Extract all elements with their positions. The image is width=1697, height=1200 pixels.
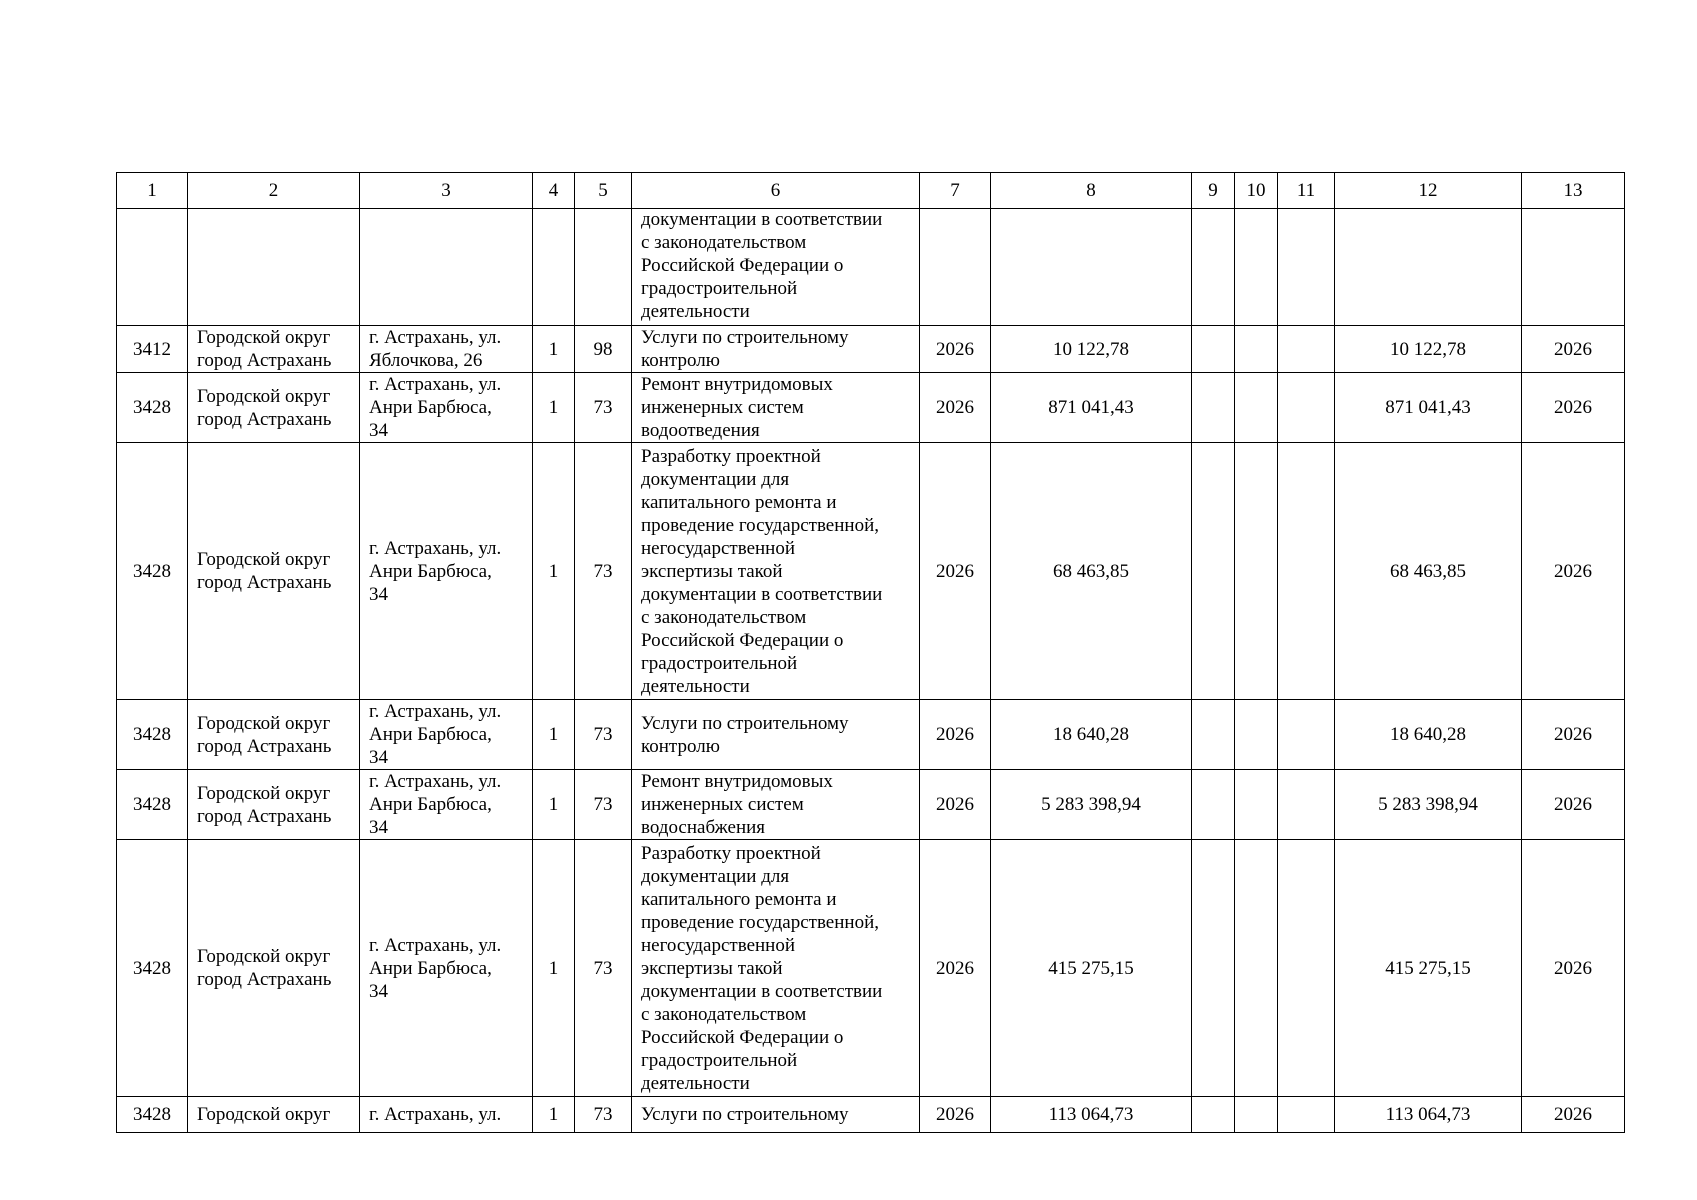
col11-cell (1278, 770, 1335, 840)
completion-year-text: 2026 (1554, 957, 1592, 979)
amount-total-text: 5 283 398,94 (1378, 794, 1478, 815)
year-text: 2026 (936, 560, 974, 582)
amount-text: 113 064,73 (1048, 1104, 1134, 1125)
column-header-1: 1 (117, 173, 188, 209)
year-text: 2026 (936, 957, 974, 979)
col5-cell (575, 373, 632, 443)
municipality-text: Городской округ город Астрахань (197, 385, 332, 430)
amount-text: 5 283 398,94 (1041, 794, 1141, 815)
col9-cell (1192, 443, 1235, 700)
municipality-cell (188, 700, 360, 770)
col9-cell (1192, 770, 1235, 840)
col4-text: 1 (548, 397, 559, 418)
col4-text: 1 (548, 724, 559, 745)
address-text: г. Астрахань, ул. Анри Барбюса, 34 (369, 374, 502, 441)
row-number-cell (117, 700, 188, 770)
work-description-cell (632, 209, 920, 326)
completion-year-text: 2026 (1554, 338, 1592, 360)
address-cell (360, 770, 533, 840)
row-number-cell (117, 1097, 188, 1133)
column-header-12: 12 (1335, 173, 1522, 209)
municipality-cell (188, 770, 360, 840)
row-number-cell (117, 373, 188, 443)
col10-cell (1235, 326, 1278, 373)
work-description-cell (632, 443, 920, 700)
col10-cell (1235, 373, 1278, 443)
column-header-5: 5 (575, 173, 632, 209)
col11-cell (1278, 443, 1335, 700)
col11-cell (1278, 1097, 1335, 1133)
amount-total-cell (1335, 700, 1522, 770)
col5-text: 73 (593, 397, 613, 418)
work-description-text: Услуги по строительному контролю (641, 712, 849, 757)
column-header-7: 7 (920, 173, 991, 209)
col4-text: 1 (548, 560, 559, 582)
completion-year-text: 2026 (1554, 560, 1592, 582)
col5-cell (575, 326, 632, 373)
empty-cell (1192, 209, 1235, 326)
municipality-cell (188, 373, 360, 443)
empty-cell (117, 209, 188, 326)
row-number-text: 3428 (133, 794, 171, 815)
address-text: г. Астрахань, ул. Анри Барбюса, 34 (369, 934, 502, 1002)
address-text: г. Астрахань, ул. Анри Барбюса, 34 (369, 701, 502, 768)
municipality-cell (188, 840, 360, 1097)
empty-cell (1235, 209, 1278, 326)
col10-cell (1235, 700, 1278, 770)
address-cell (360, 443, 533, 700)
year-text: 2026 (936, 1104, 974, 1125)
year-cell (920, 443, 991, 700)
col9-cell (1192, 326, 1235, 373)
year-cell (920, 373, 991, 443)
table-row (117, 373, 1625, 443)
completion-year-cell (1522, 770, 1625, 840)
amount-total-cell (1335, 770, 1522, 840)
work-description-cell (632, 1097, 920, 1133)
work-description-text: Ремонт внутридомовых инженерных систем водоотведения (641, 374, 833, 441)
address-text: г. Астрахань, ул. Анри Барбюса, 34 (369, 771, 502, 838)
column-header-11: 11 (1278, 173, 1335, 209)
amount-total-text: 871 041,43 (1385, 397, 1471, 418)
work-description-cell (632, 700, 920, 770)
col11-cell (1278, 840, 1335, 1097)
col4-cell (533, 770, 575, 840)
col9-cell (1192, 840, 1235, 1097)
amount-text: 18 640,28 (1053, 724, 1129, 745)
table-row (117, 1097, 1625, 1133)
empty-cell (360, 209, 533, 326)
amount-cell (991, 443, 1192, 700)
address-cell (360, 373, 533, 443)
col5-cell (575, 1097, 632, 1133)
empty-cell (991, 209, 1192, 326)
col4-text: 1 (548, 1104, 559, 1125)
col4-cell (533, 373, 575, 443)
row-number-text: 3428 (133, 957, 171, 979)
municipality-text: Городской округ город Астрахань (197, 946, 332, 990)
year-cell (920, 770, 991, 840)
amount-total-cell (1335, 840, 1522, 1097)
completion-year-cell (1522, 1097, 1625, 1133)
col5-text: 98 (593, 338, 613, 360)
column-header-9: 9 (1192, 173, 1235, 209)
col4-cell (533, 326, 575, 373)
col5-text: 73 (593, 724, 613, 745)
row-number-text: 3428 (133, 560, 171, 582)
row-number-cell (117, 770, 188, 840)
col5-cell (575, 840, 632, 1097)
amount-text: 871 041,43 (1048, 397, 1134, 418)
work-description-cell (632, 770, 920, 840)
address-text: г. Астрахань, ул. Яблочкова, 26 (369, 327, 502, 371)
amount-cell (991, 326, 1192, 373)
address-cell (360, 700, 533, 770)
col4-cell (533, 700, 575, 770)
column-header-10: 10 (1235, 173, 1278, 209)
col10-cell (1235, 443, 1278, 700)
col10-cell (1235, 1097, 1278, 1133)
amount-total-cell (1335, 443, 1522, 700)
col4-cell (533, 840, 575, 1097)
completion-year-text: 2026 (1554, 397, 1592, 418)
municipality-text: Городской округ город Астрахань (197, 549, 332, 593)
empty-cell (575, 209, 632, 326)
amount-total-text: 113 064,73 (1385, 1104, 1471, 1125)
empty-cell (1335, 209, 1522, 326)
column-header-2: 2 (188, 173, 360, 209)
year-text: 2026 (936, 794, 974, 815)
col4-text: 1 (548, 338, 559, 360)
municipality-cell (188, 326, 360, 373)
work-description-text: Разработку проектной документации для капитального ремонта и проведение государственной, негосударственной экспертизы такой документации в соответствии с законодательством Российской Федерации о градостроительной деятельности (641, 842, 883, 1094)
year-cell (920, 1097, 991, 1133)
amount-cell (991, 700, 1192, 770)
col10-cell (1235, 840, 1278, 1097)
table-row (117, 326, 1625, 373)
table-row (117, 700, 1625, 770)
column-header-4: 4 (533, 173, 575, 209)
table-row (117, 840, 1625, 1097)
address-text: г. Астрахань, ул. Анри Барбюса, 34 (369, 537, 502, 605)
row-number-text: 3428 (133, 1104, 171, 1125)
address-cell (360, 840, 533, 1097)
year-cell (920, 326, 991, 373)
work-description-cell (632, 840, 920, 1097)
municipality-text: Городской округ (197, 1104, 331, 1125)
address-cell (360, 1097, 533, 1133)
amount-text: 415 275,15 (1048, 957, 1134, 979)
work-description-text: документации в соответствии с законодательством Российской Федерации о градостроительной деятельности (641, 208, 883, 322)
col9-cell (1192, 1097, 1235, 1133)
completion-year-text: 2026 (1554, 794, 1592, 815)
work-description-text: Разработку проектной документации для капитального ремонта и проведение государственной, негосударственной экспертизы такой документации в соответствии с законодательством Российской Федерации о градостроительной деятельности (641, 445, 883, 697)
column-header-8: 8 (991, 173, 1192, 209)
address-text: г. Астрахань, ул. (369, 1104, 502, 1125)
amount-text: 68 463,85 (1053, 560, 1129, 582)
year-cell (920, 840, 991, 1097)
empty-cell (920, 209, 991, 326)
completion-year-cell (1522, 443, 1625, 700)
amount-total-cell (1335, 1097, 1522, 1133)
col11-cell (1278, 326, 1335, 373)
year-text: 2026 (936, 397, 974, 418)
completion-year-text: 2026 (1554, 724, 1592, 745)
municipality-text: Городской округ город Астрахань (197, 782, 332, 827)
col5-cell (575, 700, 632, 770)
col4-cell (533, 443, 575, 700)
municipality-cell (188, 443, 360, 700)
row-number-text: 3428 (133, 724, 171, 745)
col5-text: 73 (593, 1104, 613, 1125)
col5-cell (575, 770, 632, 840)
amount-total-text: 415 275,15 (1385, 957, 1471, 979)
completion-year-cell (1522, 700, 1625, 770)
empty-cell (1278, 209, 1335, 326)
empty-cell (533, 209, 575, 326)
data-table (116, 172, 1625, 1133)
municipality-cell (188, 1097, 360, 1133)
continuation-row (117, 209, 1625, 326)
col5-text: 73 (593, 957, 613, 979)
amount-total-text: 10 122,78 (1390, 338, 1466, 360)
col5-cell (575, 443, 632, 700)
amount-total-cell (1335, 373, 1522, 443)
col5-text: 73 (593, 794, 613, 815)
work-description-text: Услуги по строительному контролю (641, 327, 849, 371)
row-number-cell (117, 443, 188, 700)
col11-cell (1278, 373, 1335, 443)
work-description-text: Ремонт внутридомовых инженерных систем водоснабжения (641, 771, 833, 838)
header-row (117, 173, 1625, 209)
year-text: 2026 (936, 338, 974, 360)
completion-year-cell (1522, 373, 1625, 443)
amount-total-text: 18 640,28 (1390, 724, 1466, 745)
row-number-text: 3428 (133, 397, 171, 418)
table-row (117, 770, 1625, 840)
col5-text: 73 (593, 560, 613, 582)
row-number-text: 3412 (133, 338, 171, 360)
completion-year-text: 2026 (1554, 1104, 1592, 1125)
col4-cell (533, 1097, 575, 1133)
column-header-3: 3 (360, 173, 533, 209)
col11-cell (1278, 700, 1335, 770)
work-description-cell (632, 326, 920, 373)
work-description-text: Услуги по строительному (641, 1104, 849, 1125)
column-header-13: 13 (1522, 173, 1625, 209)
empty-cell (1522, 209, 1625, 326)
amount-text: 10 122,78 (1053, 338, 1129, 360)
work-description-cell (632, 373, 920, 443)
col4-text: 1 (548, 957, 559, 979)
row-number-cell (117, 326, 188, 373)
municipality-text: Городской округ город Астрахань (197, 327, 332, 371)
municipality-text: Городской округ город Астрахань (197, 712, 332, 757)
row-number-cell (117, 840, 188, 1097)
amount-cell (991, 1097, 1192, 1133)
empty-cell (188, 209, 360, 326)
year-cell (920, 700, 991, 770)
completion-year-cell (1522, 326, 1625, 373)
amount-cell (991, 373, 1192, 443)
amount-cell (991, 840, 1192, 1097)
amount-total-text: 68 463,85 (1390, 560, 1466, 582)
amount-total-cell (1335, 326, 1522, 373)
year-text: 2026 (936, 724, 974, 745)
table-row (117, 443, 1625, 700)
col9-cell (1192, 373, 1235, 443)
column-header-6: 6 (632, 173, 920, 209)
completion-year-cell (1522, 840, 1625, 1097)
col10-cell (1235, 770, 1278, 840)
col9-cell (1192, 700, 1235, 770)
address-cell (360, 326, 533, 373)
col4-text: 1 (548, 794, 559, 815)
amount-cell (991, 770, 1192, 840)
